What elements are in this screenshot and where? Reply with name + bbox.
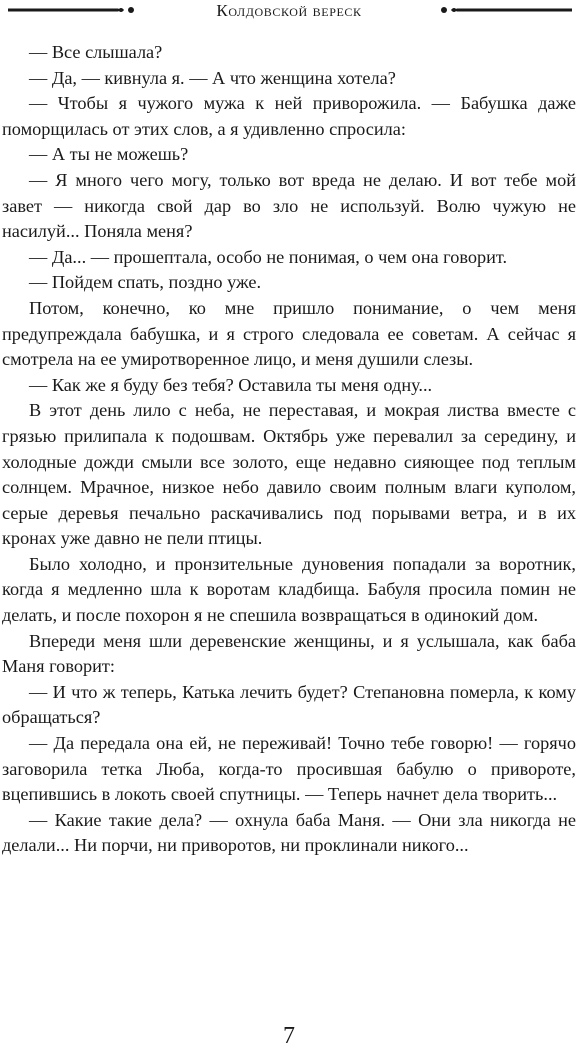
page-number: 7 (283, 1023, 295, 1049)
paragraph: Потом, конечно, ко мне пришло понимание, о чем меня предупреждала бабушка, и я строго следовала ее советам. А сейчас я смотрела на ее умиротворенное лицо, и меня душили слезы. (2, 297, 576, 370)
paragraph: — Да, — кивнула я. — А что женщина хотела? (29, 67, 396, 88)
paragraph: — Как же я буду без тебя? Оставила ты меня одну... (29, 374, 433, 395)
paragraph: — Да передала она ей, не переживай! Точно тебе говорю! — горячо заговорила тетка Люба, когда-то просившая бабулю о привороте, вцепившись в локоть своей спутницы. — Теперь начнет дела творить... (2, 733, 576, 805)
paragraph: — Да... — прошептала, особо не понимая, о чем она говорит. (29, 246, 508, 267)
paragraph: — И что ж теперь, Катька лечить будет? Степановна померла, к кому обращаться? (2, 681, 576, 728)
paragraph: — Я много чего могу, только вот вреда не делаю. И вот тебе мой завет — никогда свой дар во зло не используй. Волю чужую не насилуй... Поняла меня? (2, 169, 576, 242)
paragraph: — Какие такие дела? — охнула баба Маня. — Они зла никогда не делали... Ни порчи, ни приворотов, ни проклинали никого... (2, 809, 576, 856)
paragraph: — Чтобы я чужого мужа к ней приворожила. — Бабушка даже поморщилась от этих слов, а я удивленно спросила: (2, 93, 576, 139)
paragraph: В этот день лило с неба, не переставая, и мокрая листва вместе с грязью прилипала к подошвам. Октябрь уже перевалил за середину, и холодные дожди смыли все золото, еще недавно сияющее под теплым солнцем. Мрачное, низкое небо давило своим полным влаги куполом, серые деревья печально раскачивались под порывами ветра, и в их кронах уже давно не пели птицы. (2, 400, 576, 549)
paragraph: — А ты не можешь? (29, 144, 189, 165)
paragraph: — Все слышала? (29, 42, 163, 62)
running-title: Колдовской вереск (216, 1, 362, 20)
paragraph: — Пойдем спать, поздно уже. (29, 272, 262, 293)
running-header (0, 0, 578, 24)
paragraph: Впереди меня шли деревенские женщины, и я услышала, как баба Маня говорит: (2, 630, 576, 677)
body-text (2, 40, 576, 859)
paragraph: Было холодно, и пронзительные дуновения попадали за воротник, когда я медленно шла к воротам кладбища. Бабуля просила помин не делать, и после похорон я не спешила возвращаться в одинокий дом. (2, 553, 576, 626)
